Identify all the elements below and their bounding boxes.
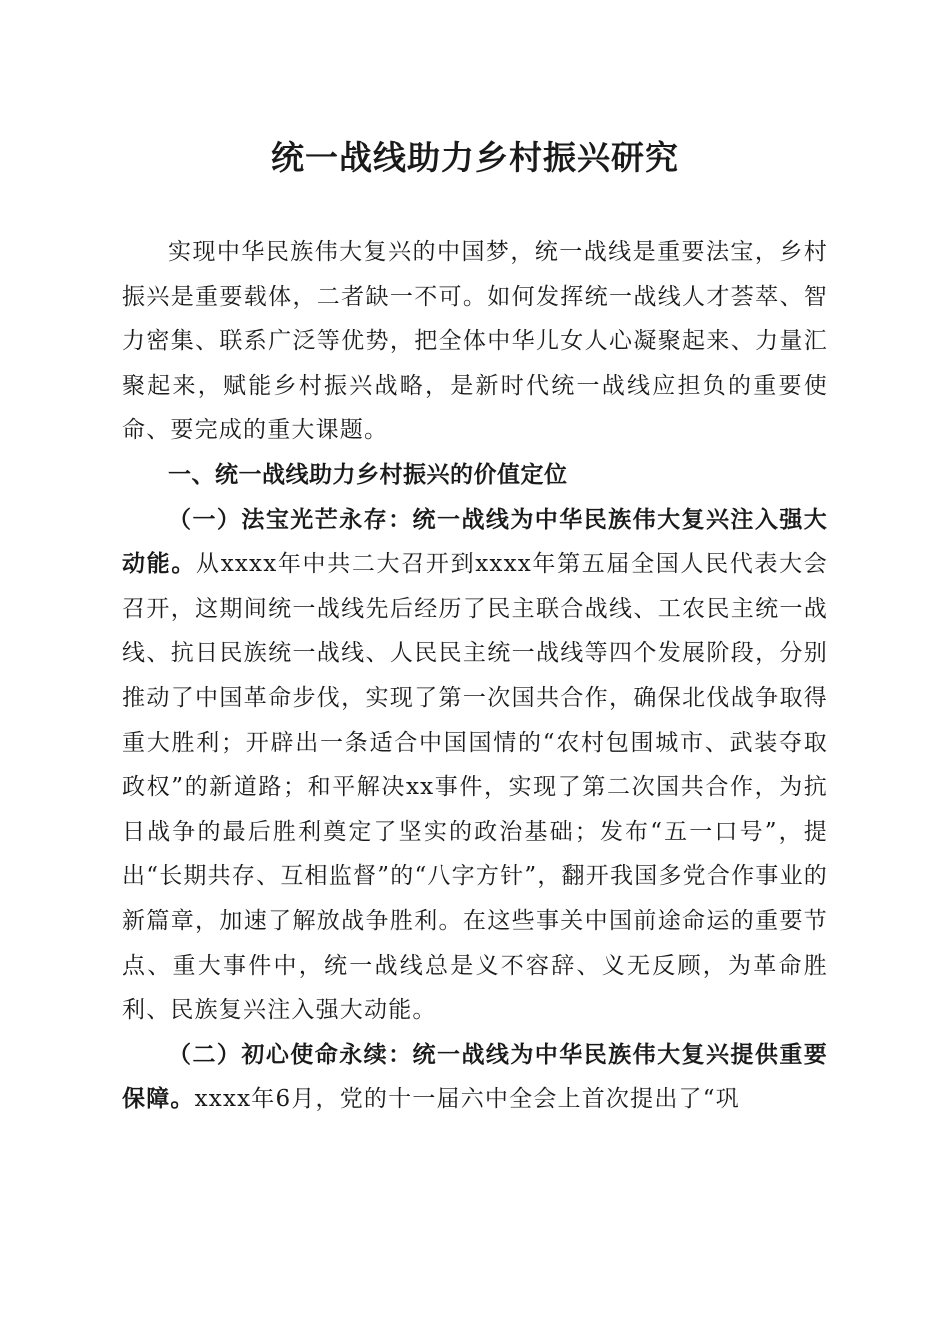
subsection-lead-1: （一）法宝光芒永存：统一战线为中华民族伟大复兴注入强大动能。 [122,505,828,578]
subsection-text-2: xxxx年6月，党的十一届六中全会上首次提出了“巩 [194,1086,740,1113]
intro-paragraph: 实现中华民族伟大复兴的中国梦，统一战线是重要法宝，乡村振兴是重要载体，二者缺一不可。如何发挥统一战线人才荟萃、智力密集、联系广泛等优势，把全体中华儿女人心凝聚起来、力量汇聚起来，赋能乡村振兴战略，是新时代统一战线应担负的重要使命、要完成的重大课题。 [122,239,828,444]
subsection-paragraph-2 [122,1033,828,1122]
document-title: 统一战线助力乡村振兴研究 [271,138,679,177]
document-body [122,230,828,1122]
subsection-text-1: 从xxxx年中共二大召开到xxxx年第五届全国人民代表大会召开，这期间统一战线先后经历了民主联合战线、工农民主统一战线、抗日民族统一战线、人民民主统一战线等四个发展阶段，分别推动了中国革命步伐，实现了第一次国共合作，确保北伐战争取得重大胜利；开辟出一条适合中国国情的“农村包围城市、武装夺取政权”的新道路；和平解决xx事件，实现了第二次国共合作，为抗日战争的最后胜利奠定了坚实的政治基础；发布“五一口号”，提出“长期共存、互相监督”的“八字方针”，翻开我国多党合作事业的新篇章，加速了解放战争胜利。在这些事关中国前途命运的重要节点、重大事件中，统一战线总是义不容辞、义无反顾，为革命胜利、民族复兴注入强大动能。 [122,551,828,1024]
section-heading: 一、统一战线助力乡村振兴的价值定位 [168,461,568,488]
subsection-lead-2: （二）初心使命永续：统一战线为中华民族伟大复兴提供重要保障。 [122,1040,828,1113]
subsection-paragraph-1 [122,498,828,1033]
